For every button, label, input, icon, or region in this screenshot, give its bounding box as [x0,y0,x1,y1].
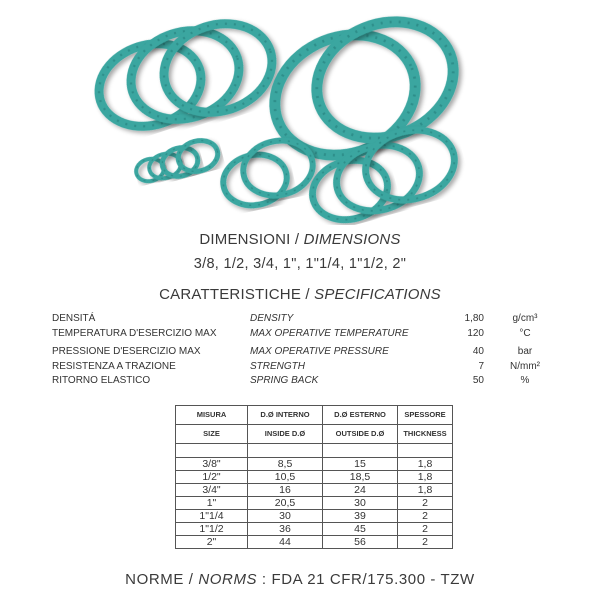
spec-row-strength [0,361,600,375]
gasket-rings [88,2,471,225]
table-cell-outside: 56 [323,536,398,549]
table-row [176,471,453,484]
table-row [176,458,453,471]
table-header-row-it [176,406,453,425]
table-header-row-en [176,425,453,444]
table-cell-thickness: 2 [398,536,453,549]
spec-unit: bar [517,346,533,357]
table-row [176,523,453,536]
table-cell-inside: 20,5 [248,497,323,510]
dimensions-values: 3/8, 1/2, 3/4, 1", 1"1/4, 1"1/2, 2" [193,256,407,272]
header-cell: D.Ø ESTERNO [323,406,398,425]
specifications-title [0,286,600,303]
spec-unit: N/mm² [510,361,540,372]
spec-label-en: SPRING BACK [250,375,319,386]
dimensions-title-en: DIMENSIONS [303,231,401,248]
dimensions-table [175,405,453,549]
table-cell-size: 1" [176,497,248,510]
table-spacer-row [176,444,453,458]
spec-label-en: MAX OPERATIVE TEMPERATURE [250,328,409,339]
table-cell-size: 1/2" [176,471,248,484]
table-cell-inside: 44 [248,536,323,549]
table-cell-size: 2" [176,536,248,549]
table-cell-inside: 36 [248,523,323,536]
header-cell: D.Ø INTERNO [248,406,323,425]
specifications-title-en: SPECIFICATIONS [314,286,441,303]
table-row [176,497,453,510]
spec-value: 40 [472,346,484,357]
table-cell-outside: 45 [323,523,398,536]
table-cell-outside: 18,5 [323,471,398,484]
gasket-ring [299,2,471,158]
spec-unit: °C [519,328,531,339]
spec-row-pressure [0,346,600,360]
table-cell-inside: 30 [248,510,323,523]
spec-value: 1,80 [464,313,484,324]
header-cell: SPESSORE [398,406,453,425]
spec-label-it: DENSITÁ [52,313,96,324]
norms-label-it: NORME / [125,571,199,588]
table-cell-inside: 16 [248,484,323,497]
gasket-ring [219,149,292,211]
header-cell: OUTSIDE D.Ø [323,425,398,444]
table-cell-outside: 15 [323,458,398,471]
table-cell-inside: 8,5 [248,458,323,471]
table-cell-outside: 39 [323,510,398,523]
table-cell-thickness: 2 [398,510,453,523]
dimensions-title [0,231,600,248]
table-cell-outside: 30 [323,497,398,510]
header-cell: MISURA [176,406,248,425]
table-cell-outside: 24 [323,484,398,497]
spec-label-it: RESISTENZA A TRAZIONE [52,361,176,372]
dimensions-title-it: DIMENSIONI / [199,231,304,248]
spec-label-it: RITORNO ELASTICO [52,375,151,386]
table-cell-size: 1"1/4 [176,510,248,523]
table-row [176,536,453,549]
spec-value: 7 [478,361,484,372]
spec-label-it: PRESSIONE D'ESERCIZIO MAX [52,346,201,357]
spec-unit: g/cm³ [512,313,538,324]
table-cell-thickness: 1,8 [398,484,453,497]
norms-label-en: NORMS [198,571,258,588]
table-row [176,484,453,497]
spec-unit: % [520,375,530,386]
table-cell-thickness: 2 [398,497,453,510]
norms-line [0,571,600,588]
table-cell-thickness: 1,8 [398,471,453,484]
header-cell: THICKNESS [398,425,453,444]
table-cell-size: 3/8" [176,458,248,471]
spec-label-en: STRENGTH [250,361,305,372]
spec-label-en: DENSITY [250,313,294,324]
spec-label-en: MAX OPERATIVE PRESSURE [250,346,389,357]
spec-row-density [0,313,600,327]
header-cell: INSIDE D.Ø [248,425,323,444]
gasket-ring [306,152,394,225]
spec-value: 120 [467,328,484,339]
table-cell-thickness: 2 [398,523,453,536]
gasket-ring [152,10,283,126]
specifications-title-it: CARATTERISTICHE / [159,286,315,303]
spec-row-temperature [0,328,600,342]
norms-value: : FDA 21 CFR/175.300 - TZW [257,571,475,588]
header-cell: SIZE [176,425,248,444]
table-cell-inside: 10,5 [248,471,323,484]
table-cell-thickness: 1,8 [398,458,453,471]
table-cell-size: 3/4" [176,484,248,497]
spec-label-it: TEMPERATURA D'ESERCIZIO MAX [52,328,217,339]
table-cell-size: 1"1/2 [176,523,248,536]
spec-row-spring-back [0,375,600,389]
spec-value: 50 [472,375,484,386]
table-row [176,510,453,523]
gaskets-photo [0,0,600,225]
